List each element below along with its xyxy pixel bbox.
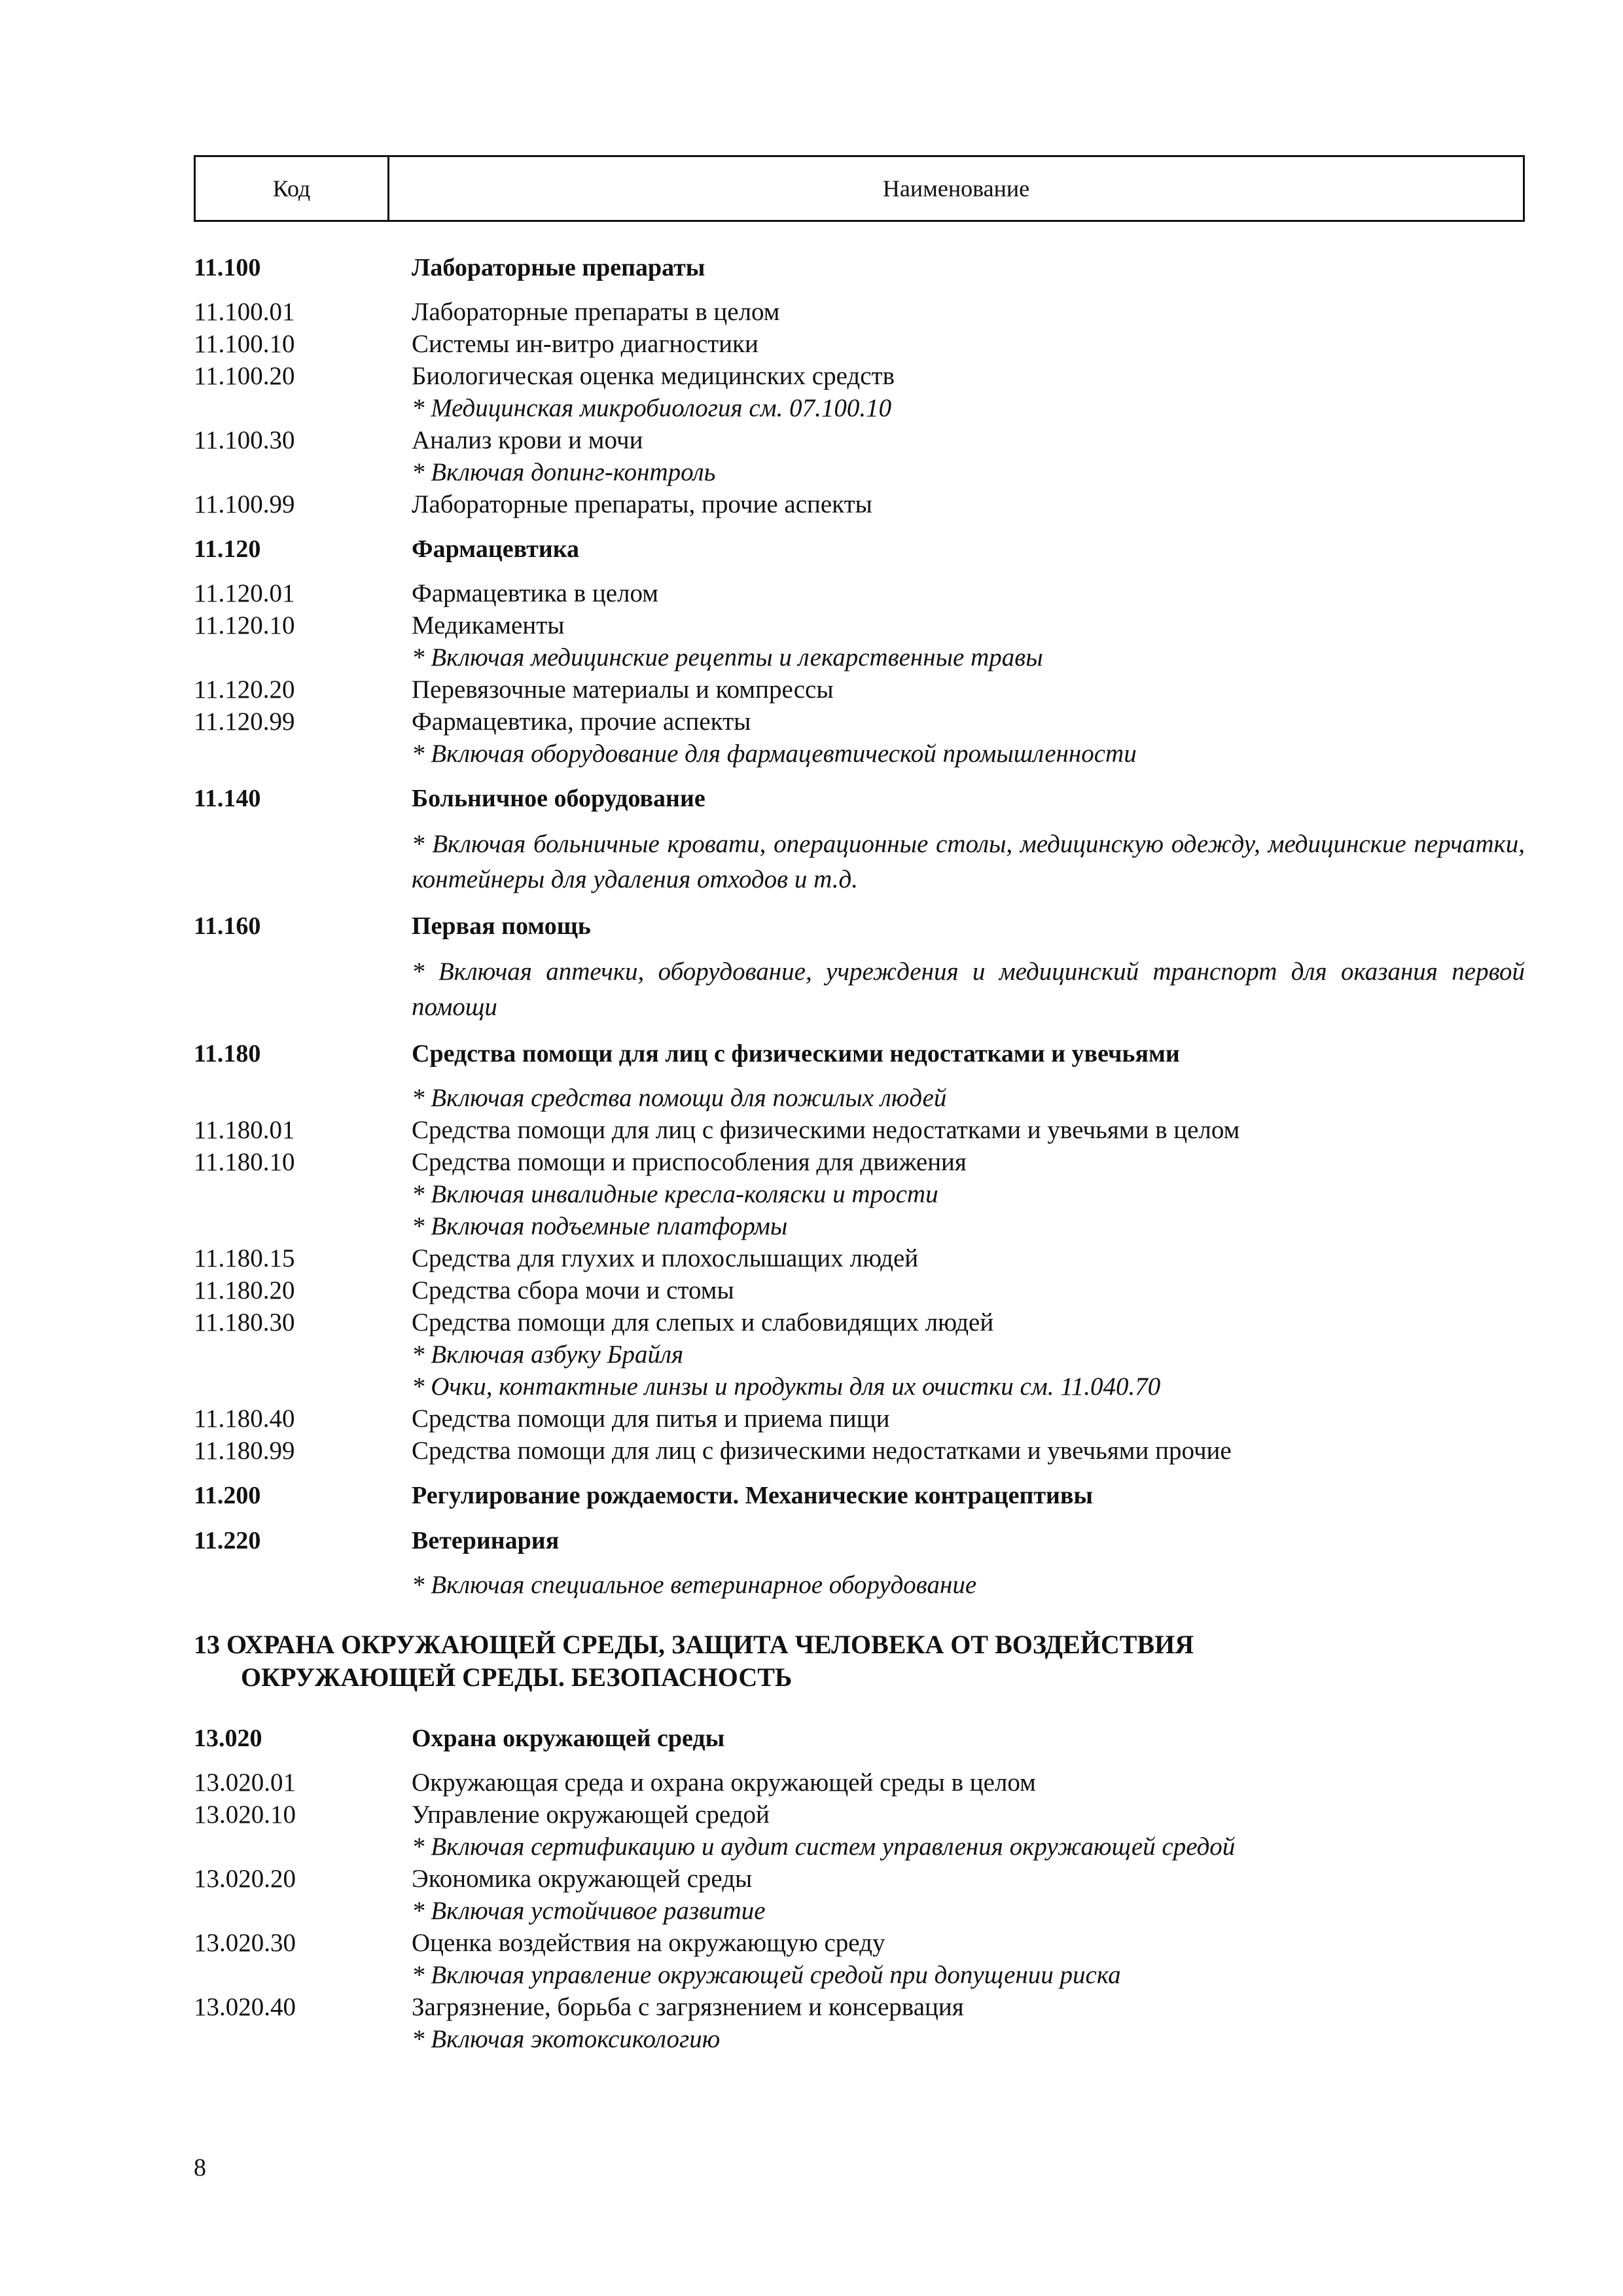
row-name: Окружающая среда и охрана окружающей среды в целом	[412, 1768, 1036, 1797]
row-code	[194, 2023, 412, 2055]
row-name: Загрязнение, борьба с загрязнением и консервация	[412, 1993, 964, 2021]
row-code	[194, 1178, 412, 1210]
row-name: Охрана окружающей среды	[412, 1725, 725, 1752]
row-name: Средства сбора мочи и стомы	[412, 1276, 734, 1304]
row-name: Средства помощи для лиц с физическими недостатками и увечьями	[412, 1040, 1180, 1067]
note-row	[194, 1338, 1525, 1371]
row-code: 11.200	[194, 1482, 261, 1509]
note-row	[194, 738, 1525, 770]
row-note: * Медицинская микробиология см. 07.100.10	[412, 394, 892, 422]
row-note: * Очки, контактные линзы и продукты для их очистки см. 11.040.70	[412, 1372, 1161, 1401]
section-heading-line: ОКРУЖАЮЩЕЙ СРЕДЫ. БЕЗОПАСНОСТЬ	[241, 1662, 793, 1692]
row-name: Больничное оборудование	[412, 785, 705, 812]
table-row	[194, 577, 1525, 609]
note-row	[194, 1178, 1525, 1210]
row-code: 11.180.15	[194, 1244, 295, 1272]
row-note: * Включая медицинские рецепты и лекарственные травы	[412, 643, 1043, 672]
row-note: * Включая азбуку Брайля	[412, 1340, 684, 1369]
table-header	[194, 155, 1525, 222]
row-code: 11.120.99	[194, 708, 295, 736]
table-row	[194, 296, 1525, 328]
note-row	[194, 456, 1525, 488]
row-code: 13.020	[194, 1725, 262, 1752]
row-code: 11.100.99	[194, 490, 295, 518]
row-code	[194, 1371, 412, 1403]
table-row	[194, 1403, 1525, 1435]
row-code: 11.180.01	[194, 1116, 295, 1144]
row-note: * Включая оборудование для фармацевтической промышленности	[412, 740, 1137, 768]
row-note: * Включая специальное ветеринарное оборудование	[412, 1571, 977, 1599]
row-code: 13.020.10	[194, 1801, 296, 1829]
note-row	[194, 1831, 1525, 1863]
row-name: Лабораторные препараты, прочие аспекты	[412, 490, 872, 518]
section-heading-line: 13 ОХРАНА ОКРУЖАЮЩЕЙ СРЕДЫ, ЗАЩИТА ЧЕЛОВЕКА ОТ ВОЗДЕЙСТВИЯ	[194, 1630, 1194, 1659]
table-row	[194, 1435, 1525, 1467]
row-code: 11.180.99	[194, 1437, 295, 1465]
row-code: 11.140	[194, 785, 261, 812]
row-note: * Включая инвалидные кресла-коляски и трости	[412, 1180, 938, 1208]
table-row	[194, 1799, 1525, 1831]
note-row	[194, 1959, 1525, 1991]
row-name: Перевязочные материалы и компрессы	[412, 675, 834, 704]
note-row	[194, 1082, 1525, 1114]
row-code	[194, 641, 412, 673]
row-name: Экономика окружающей среды	[412, 1865, 753, 1893]
table-row	[194, 488, 1525, 520]
row-code	[194, 1338, 412, 1371]
row-note: * Включая больничные кровати, операционные столы, медицинскую одежду, медицинские перчатки, контейнеры для удаления отходов и т.д.	[412, 830, 1525, 893]
group-heading-row	[194, 533, 1525, 565]
row-name: Средства помощи для слепых и слабовидящих людей	[412, 1308, 994, 1336]
row-code: 13.020.30	[194, 1929, 296, 1957]
table-row	[194, 609, 1525, 641]
row-name: Управление окружающей средой	[412, 1801, 770, 1829]
note-row	[194, 641, 1525, 673]
row-name: Средства для глухих и плохослышащих людей	[412, 1244, 919, 1272]
row-code: 11.100.20	[194, 362, 295, 390]
row-name: Средства помощи для лиц с физическими недостатками и увечьями прочие	[412, 1437, 1232, 1465]
row-code	[194, 1959, 412, 1991]
table-row	[194, 360, 1525, 392]
row-name: Регулирование рождаемости. Механические контрацептивы	[412, 1482, 1094, 1509]
row-code	[194, 1895, 412, 1927]
row-note: * Включая сертификацию и аудит систем управления окружающей средой	[412, 1833, 1236, 1861]
group-heading-row	[194, 910, 1525, 942]
column-header-code: Код	[196, 157, 389, 220]
row-code	[194, 1831, 412, 1863]
row-name: Лабораторные препараты	[412, 254, 705, 281]
row-code: 11.100	[194, 254, 261, 281]
row-code: 11.120.20	[194, 675, 295, 704]
note-row	[194, 2023, 1525, 2055]
row-name: Фармацевтика в целом	[412, 579, 658, 607]
row-code: 11.160	[194, 912, 261, 940]
row-name: Фармацевтика, прочие аспекты	[412, 708, 751, 736]
table-row	[194, 1114, 1525, 1146]
row-name: Первая помощь	[412, 912, 591, 940]
row-code: 11.100.30	[194, 426, 295, 454]
row-code: 11.180.20	[194, 1276, 295, 1304]
table-row	[194, 1927, 1525, 1959]
row-name: Средства помощи и приспособления для движения	[412, 1148, 967, 1176]
row-code: 11.180.30	[194, 1308, 295, 1336]
row-code	[194, 954, 412, 1025]
row-code: 11.100.01	[194, 298, 295, 326]
row-code: 13.020.20	[194, 1865, 296, 1893]
row-code: 11.220	[194, 1527, 261, 1554]
note-row	[194, 1210, 1525, 1242]
row-code	[194, 392, 412, 424]
group-heading-row	[194, 252, 1525, 284]
table-row	[194, 424, 1525, 456]
row-code: 11.180.40	[194, 1405, 295, 1433]
row-note: * Включая допинг-контроль	[412, 458, 716, 486]
section-heading	[194, 1628, 1525, 1694]
row-code: 11.180.10	[194, 1148, 295, 1176]
row-code: 11.120.01	[194, 579, 295, 607]
note-row	[194, 1895, 1525, 1927]
row-note: * Включая подъемные платформы	[412, 1212, 788, 1240]
row-note: * Включая аптечки, оборудование, учреждения и медицинский транспорт для оказания первой помощи	[412, 958, 1525, 1021]
table-row	[194, 1991, 1525, 2023]
row-name: Лабораторные препараты в целом	[412, 298, 780, 326]
row-name: Биологическая оценка медицинских средств	[412, 362, 895, 390]
table-row	[194, 673, 1525, 706]
row-code: 11.120.10	[194, 611, 295, 639]
note-row	[194, 1371, 1525, 1403]
table-row	[194, 1306, 1525, 1338]
row-note: * Включая устойчивое развитие	[412, 1897, 766, 1925]
table-row	[194, 1767, 1525, 1799]
note-row	[194, 954, 1525, 1025]
group-heading-row	[194, 783, 1525, 815]
note-row	[194, 1569, 1525, 1601]
table-row	[194, 706, 1525, 738]
table-row	[194, 1242, 1525, 1274]
group-heading-row	[194, 1723, 1525, 1755]
note-row	[194, 392, 1525, 424]
row-name: Средства помощи для лиц с физическими недостатками и увечьями в целом	[412, 1116, 1240, 1144]
row-code: 11.100.10	[194, 330, 295, 358]
row-code: 11.120	[194, 535, 261, 563]
row-name: Ветеринария	[412, 1527, 560, 1554]
row-note: * Включая средства помощи для пожилых людей	[412, 1084, 947, 1112]
row-name: Медикаменты	[412, 611, 565, 639]
classifier-list	[194, 252, 1525, 2055]
group-heading-row	[194, 1038, 1525, 1070]
row-code	[194, 738, 412, 770]
table-row	[194, 1863, 1525, 1895]
row-code	[194, 1210, 412, 1242]
row-code	[194, 827, 412, 897]
page-number: 8	[194, 2154, 206, 2181]
row-name: Системы ин-витро диагностики	[412, 330, 758, 358]
row-name: Оценка воздействия на окружающую среду	[412, 1929, 885, 1957]
group-heading-row	[194, 1525, 1525, 1557]
row-name: Фармацевтика	[412, 535, 580, 563]
table-row	[194, 1274, 1525, 1306]
table-row	[194, 1146, 1525, 1178]
note-row	[194, 827, 1525, 897]
row-name: Анализ крови и мочи	[412, 426, 643, 454]
row-name: Средства помощи для питья и приема пищи	[412, 1405, 890, 1433]
column-header-name: Наименование	[882, 175, 1030, 202]
table-row	[194, 328, 1525, 360]
group-heading-row	[194, 1480, 1525, 1512]
row-note: * Включая управление окружающей средой при допущении риска	[412, 1961, 1121, 1989]
row-note: * Включая экотоксикологию	[412, 2025, 721, 2053]
row-code	[194, 1569, 412, 1601]
row-code	[194, 1082, 412, 1114]
row-code: 13.020.40	[194, 1993, 296, 2021]
row-code: 11.180	[194, 1040, 261, 1067]
row-code	[194, 456, 412, 488]
row-code: 13.020.01	[194, 1768, 296, 1797]
